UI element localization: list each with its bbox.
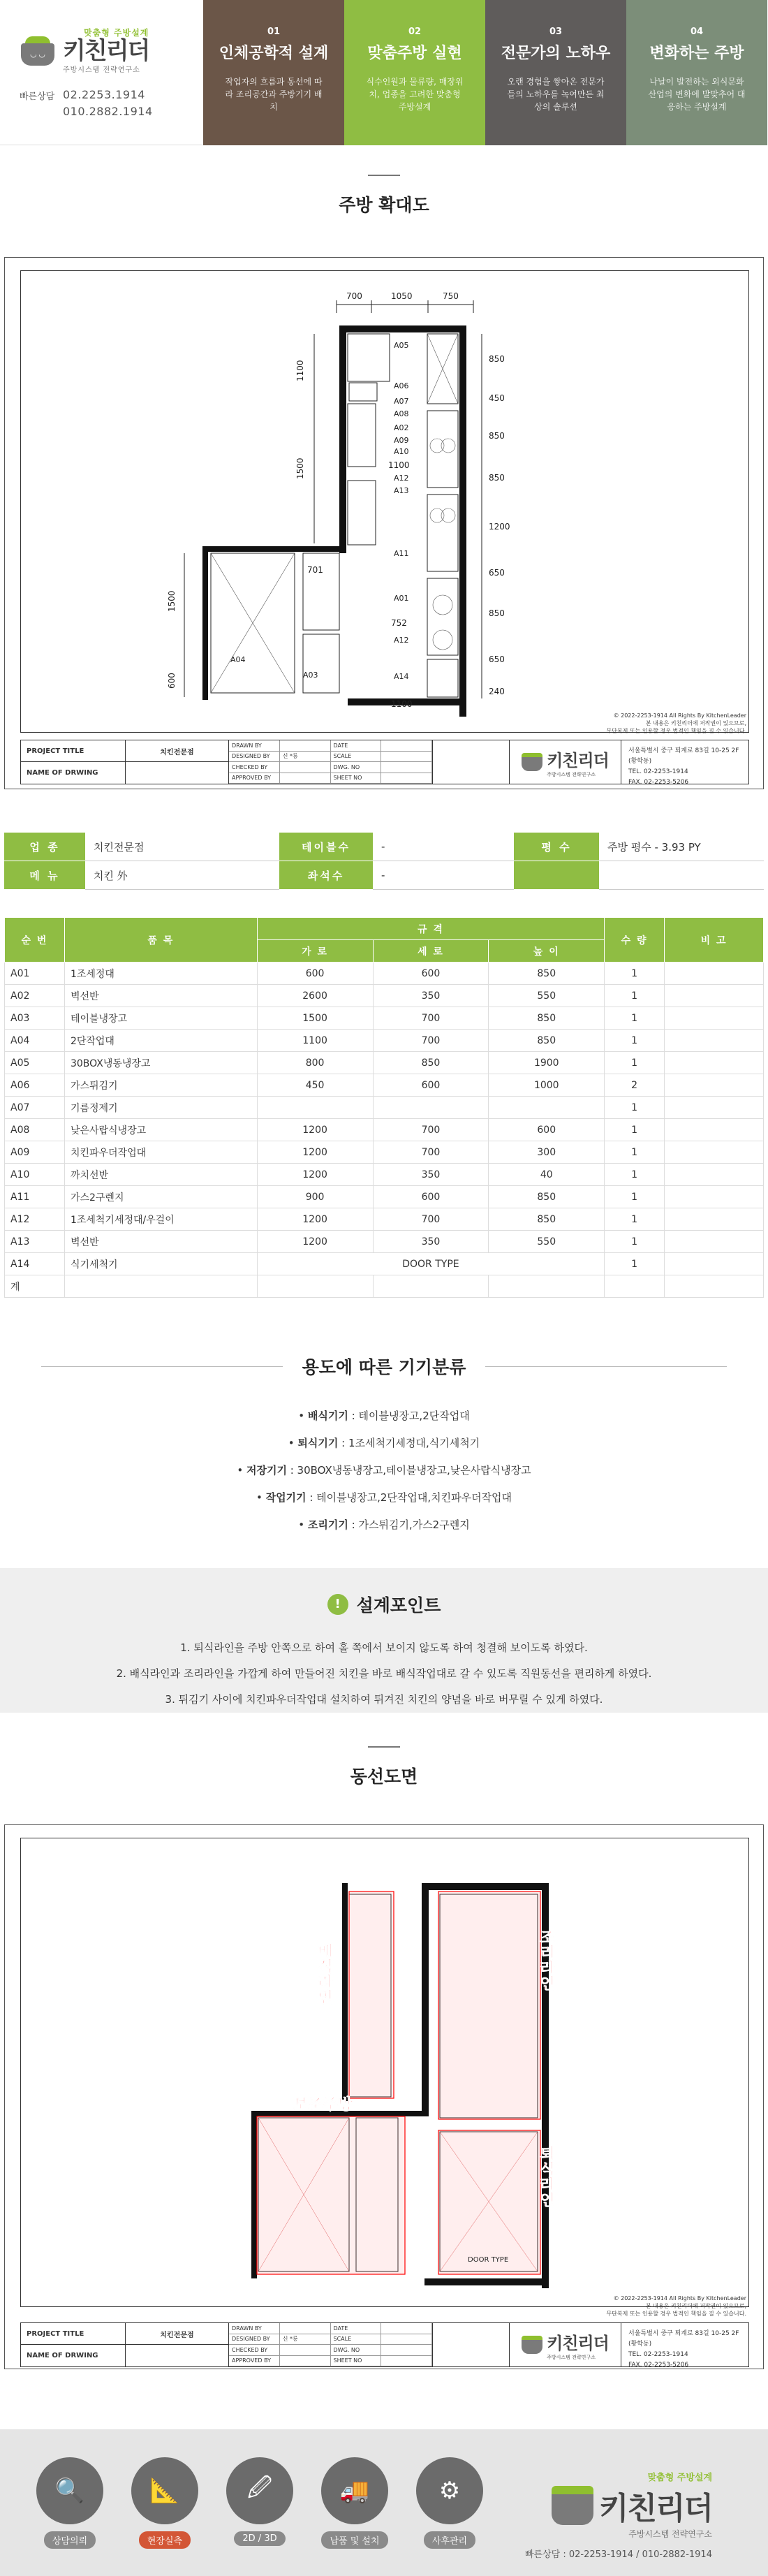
table-cell [665,1208,764,1231]
table-cell: 600 [373,1186,489,1208]
menu-label: 메 뉴 [4,861,85,890]
type-value: 치킨전문점 [85,833,279,861]
table-cell [665,1052,764,1074]
dim-mid-4: 1100 [391,699,413,709]
table-cell: 850 [489,1030,605,1052]
table-cell: 계 [5,1275,65,1298]
table-cell [257,1275,373,1298]
design-point: 1. 퇴식라인을 주방 안쪽으로 하여 홀 쪽에서 보이지 않도록 하여 청결해 보이도록 하였다. [180,1641,588,1654]
table-cell: 1 [605,1052,665,1074]
zone-serve-label: 배식라인 [315,1943,333,2005]
logo-pot-icon [522,753,542,771]
col-note: 비 고 [665,918,764,963]
table-cell [665,1164,764,1186]
table-cell: 1200 [257,1231,373,1253]
table-cell: 300 [489,1141,605,1164]
tables-value: - [373,833,514,861]
table-cell: 2600 [257,985,373,1007]
table-cell: 700 [373,1007,489,1030]
table-cell: 1 [605,1186,665,1208]
table-cell: 테이블냉장고 [64,1007,257,1030]
table-cell: DOOR TYPE [257,1253,605,1275]
table-cell: A04 [5,1030,65,1052]
support-icon: ⚙ [416,2457,483,2524]
seats-value: - [373,861,514,890]
feature-tile-4 [626,0,767,145]
usage-list [0,1403,768,1539]
table-cell: A03 [5,1007,65,1030]
table-cell [665,1275,764,1298]
feature-title: 전문가의 노하우 [501,45,611,62]
usage-section [0,1354,768,1539]
dim-right-5: 1200 [489,522,510,532]
table-cell: 350 [373,1231,489,1253]
table-cell: A06 [5,1074,65,1097]
table-cell: 1000 [489,1074,605,1097]
consult-icon: 🔍 [36,2457,103,2524]
table-row [5,1119,764,1141]
table-cell [665,985,764,1007]
table-cell: 1 [605,1164,665,1186]
table-cell [373,1275,489,1298]
tag-a02: A02 [394,423,409,432]
table-cell [489,1275,605,1298]
table-cell: 700 [373,1119,489,1141]
table-cell [665,963,764,985]
feature-title: 인체공학적 설계 [219,45,329,62]
title-block [20,740,749,784]
table-row [5,1052,764,1074]
table-cell [665,1253,764,1275]
logo-pot-icon [522,2336,542,2354]
table-cell: 1 [605,1119,665,1141]
design-point: 3. 튀김기 사이에 치킨파우더작업대 설치하여 튀겨진 치킨의 양념을 바로 버무릴 수 있게 하였다. [165,1693,603,1706]
table-cell: 600 [257,963,373,985]
spec-table-body [5,963,764,1298]
dim-right-4: 850 [489,473,505,483]
table-cell [373,1097,489,1119]
kitchen-plan-heading [0,175,768,217]
table-cell: 700 [373,1208,489,1231]
table-cell: 1200 [257,1208,373,1231]
table-cell: 1 [605,1030,665,1052]
table-row [5,1275,764,1298]
table-cell: A13 [5,1231,65,1253]
zone-sub-label: 보조주방 [293,2096,353,2114]
title-meta-grid: DRAWN BY DATE DESIGNED BY 신 *룡 SCALE CHECKED BY DWG. NO APPROVED BY SHEET NO [229,740,433,784]
dim-right-1: 850 [489,354,505,364]
title-block: PROJECT TITLE NAME OF DRWING 치킨전문점 DRAWN BY DATE DESIGNED BY 신 *룡 SCALE CHECKED BY DWG. NO APPROVED BY SHEET NO 키친리더 주방시스템 전략연구소 서울특별시 중구 퇴계로 83길 10-25 2F (황학동) TEL. 02-2253-1914 FAX. 02-2253-5206 [20,2322,749,2367]
zone-return-label: 퇴식라인 [537,2146,555,2207]
process-design[interactable]: 🖉 2D / 3D [221,2457,299,2549]
feature-tile-3 [485,0,626,145]
tag-a08: A08 [394,409,409,418]
dim-right-3: 850 [489,431,505,441]
table-cell: 1 [605,1253,665,1275]
table-cell [665,1141,764,1164]
tag-a01: A01 [394,594,409,603]
usage-title: 용도에 따른 기기분류 [302,1357,466,1377]
table-cell [665,1119,764,1141]
table-cell [665,1007,764,1030]
table-cell: 850 [489,1186,605,1208]
table-cell [665,1030,764,1052]
drawing-name-label: NAME OF DRWING [27,769,98,777]
design-points-section [0,1568,768,1713]
feature-number: 02 [408,27,422,37]
footer-logo[interactable]: 맞춤형 주방설계 키친리더 주방시스템 전략연구소 [552,2470,712,2540]
col-qty: 수 량 [605,918,665,963]
table-cell: 식기세척기 [64,1253,257,1275]
title-block-address: 서울특별시 중구 퇴계로 83길 10-25 2F (황학동) TEL. 02-2253-1914 FAX. 02-2253-5206 [628,747,739,786]
table-cell [665,1231,764,1253]
table-row [5,1007,764,1030]
usage-item: • 배식기기 : 테이블냉장고,2단작업대 [298,1410,470,1422]
table-cell: 30BOX냉동냉장고 [64,1052,257,1074]
dim-left-4: 600 [167,673,177,689]
feature-desc: 작업자의 흐름과 동선에 따라 조리공간과 주방기기 배치 [225,77,323,112]
table-cell: 1100 [257,1030,373,1052]
dim-right-8: 650 [489,654,505,664]
dim-right-7: 850 [489,608,505,618]
table-cell: 450 [257,1074,373,1097]
table-row [5,985,764,1007]
dim-right-6: 650 [489,568,505,578]
col-width: 가 로 [257,940,373,963]
logo-pot-icon [552,2486,593,2525]
feature-desc: 나날이 발전하는 외식문화 산업의 변화에 발맞추어 대응하는 주방설계 [648,77,746,112]
flow-plan-sheet [4,1824,764,2369]
table-cell: 가스2구렌지 [64,1186,257,1208]
project-title-value: 치킨전문점 [126,740,228,762]
table-cell: 700 [373,1141,489,1164]
table-cell: 2단작업대 [64,1030,257,1052]
tag-a11: A11 [394,549,409,558]
table-cell: 1 [605,1007,665,1030]
logo-pot-icon: ◡ ◡ [20,32,59,68]
table-cell [665,1186,764,1208]
feature-title: 변화하는 주방 [649,45,744,62]
col-height: 높 이 [489,940,605,963]
table-cell: 600 [489,1119,605,1141]
logo-wordmark[interactable]: 키친리더 [63,37,149,65]
col-item: 품 목 [64,918,257,963]
table-cell: 1 [605,963,665,985]
usage-item: • 작업기기 : 테이블냉장고,2단작업대,치킨파우더작업대 [256,1491,512,1504]
project-title-label: PROJECT TITLE [21,740,125,762]
contact-label: 빠른상담 [20,92,55,102]
title-block-logo: 키친리더 주방시스템 전략연구소 [510,740,621,784]
footer [0,2429,768,2576]
dim-left-2: 1500 [295,458,305,479]
col-no: 순 번 [5,918,65,963]
col-depth: 세 로 [373,940,489,963]
tag-a06: A06 [394,381,409,390]
table-cell: 550 [489,985,605,1007]
table-cell: A12 [5,1208,65,1231]
table-cell: 1900 [489,1052,605,1074]
tag-a03: A03 [303,671,318,680]
dim-top-3: 750 [443,291,459,301]
dim-mid-3: 752 [391,618,407,628]
menu-value: 치킨 外 [85,861,279,890]
col-size: 규 격 [257,918,605,940]
exclamation-icon: ! [327,1594,348,1615]
feature-desc: 오랜 경험을 쌓아온 전문가들의 노하우를 녹여만든 최상의 솔루션 [507,77,605,112]
phone-primary[interactable]: 02.2253.1914 [63,88,145,101]
tables-label: 테이블수 [279,833,373,861]
process-measure[interactable]: 📐 현장실측 [126,2457,204,2549]
table-cell: 1 [605,1208,665,1231]
table-cell: 까치선반 [64,1164,257,1186]
table-cell: 850 [489,1208,605,1231]
area-value: 주방 평수 - 3.93 PY [599,833,764,861]
feature-desc: 식수인원과 물류량, 매장위치, 업종을 고려한 맞춤형 주방설계 [366,77,464,112]
process-consult[interactable]: 🔍 상담의뢰 [31,2457,109,2549]
section-title: 동선도면 [350,1766,418,1787]
door-type-label: DOOR TYPE [468,2256,509,2264]
table-cell: 1조세척기세정대/우걸이 [64,1208,257,1231]
dim-right-9: 240 [489,687,505,696]
store-info-bar [4,833,764,890]
dim-mid-2: 701 [307,565,323,575]
table-cell: 900 [257,1186,373,1208]
table-cell: 낮은사랍식냉장고 [64,1119,257,1141]
measure-icon: 📐 [131,2457,198,2524]
table-cell: 치킨파우더작업대 [64,1141,257,1164]
feature-number: 04 [690,27,704,37]
table-cell: A07 [5,1097,65,1119]
design-title: 설계포인트 [356,1595,441,1616]
flow-plan-drawing [21,1838,748,2306]
design-points-list [0,1635,768,1713]
dim-right-2: 450 [489,393,505,403]
type-label: 업 종 [4,833,85,861]
table-row [5,1030,764,1052]
tag-a12b: A12 [394,636,409,645]
copyright-notice: © 2022-2253-1914 All Rights By KitchenLeader 본 내용은 키친리더에 저작권이 있으므로, 무단복제 또는 인용할 경우 법적인 책임을 질 수 있습니다. [606,2295,746,2317]
phone-mobile[interactable]: 010.2882.1914 [63,105,153,118]
tag-a05: A05 [394,341,409,350]
table-cell: 1조세정대 [64,963,257,985]
table-cell: 700 [373,1030,489,1052]
table-row [5,1141,764,1164]
process-delivery[interactable]: 🚚 납품 및 설치 [316,2457,394,2549]
table-cell: 1200 [257,1119,373,1141]
table-cell: 600 [373,1074,489,1097]
section-title: 주방 확대도 [339,195,429,215]
table-cell [257,1097,373,1119]
feature-tile-2 [344,0,485,145]
table-cell: 850 [373,1052,489,1074]
usage-item: • 조리기기 : 가스튀김기,가스2구렌지 [298,1518,470,1531]
usage-item: • 저장기기 : 30BOX냉동냉장고,테이블냉장고,낮은사랍식냉장고 [237,1464,531,1477]
feature-number: 01 [267,27,281,37]
tag-a12: A12 [394,474,409,483]
table-cell: 350 [373,1164,489,1186]
area-label: 평 수 [514,833,599,861]
table-cell: A02 [5,985,65,1007]
table-cell: A08 [5,1119,65,1141]
top-header [0,0,768,145]
table-cell: 350 [373,985,489,1007]
tag-a13: A13 [394,486,409,495]
dim-left-1: 1100 [295,360,305,381]
table-cell: A11 [5,1186,65,1208]
table-row [5,1208,764,1231]
table-cell [605,1275,665,1298]
copyright-notice: © 2022-2253-1914 All Rights By KitchenLeader 본 내용은 키친리더에 저작권이 있으므로, 무단복제 또는 인용할 경우 법적인 책임을 질 수 있습니다. [606,712,746,734]
table-cell: 1200 [257,1164,373,1186]
dim-mid-1: 1100 [388,460,410,470]
table-cell: 850 [489,1007,605,1030]
table-row [5,963,764,985]
table-row [5,1231,764,1253]
table-cell: 가스튀김기 [64,1074,257,1097]
kitchen-plan-sheet [4,257,764,789]
feature-title: 맞춤주방 실현 [367,45,462,62]
table-cell: A05 [5,1052,65,1074]
table-cell: 2 [605,1074,665,1097]
process-nav [31,2457,505,2549]
plan-drawing-area [20,270,749,733]
feature-tile-1 [203,0,344,145]
design-icon: 🖉 [226,2457,293,2524]
seats-label: 좌석수 [279,861,373,890]
dim-top-1: 700 [346,291,362,301]
logo-subtitle: 주방시스템 전략연구소 [63,66,140,74]
table-cell: 800 [257,1052,373,1074]
table-row [5,1186,764,1208]
table-cell: 850 [489,963,605,985]
equipment-spec-table [4,917,764,1298]
table-cell: A14 [5,1253,65,1275]
flow-plan-heading [0,1746,768,1788]
tag-a14: A14 [394,672,409,681]
table-cell: 1 [605,1141,665,1164]
table-cell: A10 [5,1164,65,1186]
dim-left-3: 1500 [167,590,177,612]
table-cell: 1 [605,985,665,1007]
table-cell [64,1275,257,1298]
tag-a10: A10 [394,447,409,456]
table-cell: 1500 [257,1007,373,1030]
floor-plan-drawing [21,271,748,732]
table-cell: 550 [489,1231,605,1253]
table-cell: 벽선반 [64,1231,257,1253]
table-row [5,1074,764,1097]
process-aftercare[interactable]: ⚙ 사후관리 [411,2457,489,2549]
footer-phone[interactable]: 빠른상담 : 02-2253-1914 / 010-2882-1914 [525,2549,712,2560]
truck-icon: 🚚 [321,2457,388,2524]
table-row [5,1253,764,1275]
table-cell: 1200 [257,1141,373,1164]
tag-a04: A04 [230,655,246,664]
table-cell: 40 [489,1164,605,1186]
brand-block [0,0,203,145]
table-cell: 1 [605,1097,665,1119]
table-cell [665,1097,764,1119]
table-cell: 기름정제기 [64,1097,257,1119]
table-cell [665,1074,764,1097]
table-cell: 1 [605,1231,665,1253]
table-cell: A09 [5,1141,65,1164]
tag-a09: A09 [394,436,409,445]
logo-tagline: 맞춤형 주방설계 [84,28,149,38]
zone-cook-label: 조리라인 [537,1929,555,1991]
table-cell [489,1097,605,1119]
flow-drawing-area [20,1838,749,2307]
table-cell: 600 [373,963,489,985]
table-row [5,1097,764,1119]
feature-number: 03 [549,27,563,37]
tag-a07: A07 [394,397,409,406]
design-point: 2. 배식라인과 조리라인을 가깝게 하여 만들어진 치킨을 바로 배식작업대로 갈 수 있도록 직원동선을 편리하게 하였다. [116,1667,652,1680]
table-row [5,1164,764,1186]
table-cell: A01 [5,963,65,985]
usage-item: • 퇴식기기 : 1조세척기세정대,식기세척기 [288,1437,480,1449]
dim-top-2: 1050 [391,291,413,301]
table-cell: 벽선반 [64,985,257,1007]
